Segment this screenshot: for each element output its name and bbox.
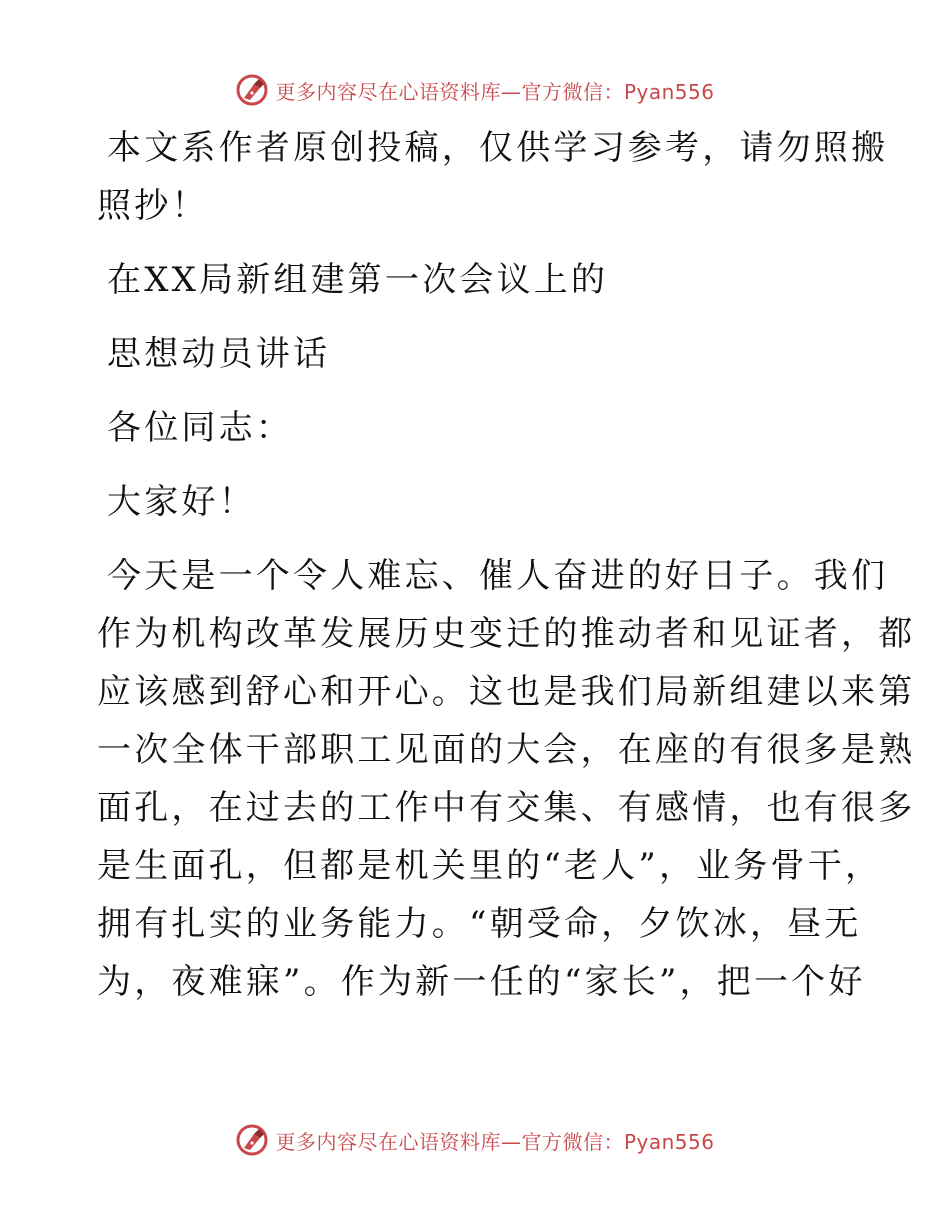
header-watermark	[0, 70, 950, 110]
footer-watermark	[0, 1120, 950, 1160]
text-line: 是生面孔，但都是机关里的“老人”，业务骨干，	[97, 846, 883, 886]
text-line: 今天是一个令人难忘、催人奋进的好日子。我们	[107, 556, 889, 596]
text-line: 本文系作者原创投稿，仅供学习参考，请勿照搬	[107, 128, 889, 168]
text-line: 面孔，在过去的工作中有交集、有感情，也有很多	[97, 788, 916, 828]
watermark-text: 更多内容尽在心语资料库—官方微信：Pyan556	[275, 1129, 715, 1154]
text-line: 一次全体干部职工见面的大会，在座的有很多是熟	[97, 730, 916, 770]
text-line: 拥有扎实的业务能力。“朝受命，夕饮冰，昼无	[97, 904, 862, 944]
pen-nib-circle-icon	[235, 1123, 269, 1157]
greeting: 大家好！	[107, 482, 256, 522]
text-line: 为，夜难寐”。作为新一任的“家长”，把一个好	[97, 962, 866, 1002]
text-line: 作为机构改革发展历史变迁的推动者和见证者，都	[97, 614, 916, 654]
text-line: 照抄！	[97, 186, 209, 226]
pen-nib-circle-icon	[235, 73, 269, 107]
text-line: 思想动员讲话	[107, 334, 331, 374]
text-line: 应该感到舒心和开心。这也是我们局新组建以来第	[97, 672, 916, 712]
text-line: 在XX局新组建第一次会议上的	[107, 260, 609, 300]
watermark-text: 更多内容尽在心语资料库—官方微信：Pyan556	[275, 79, 715, 104]
salutation: 各位同志：	[107, 408, 293, 448]
